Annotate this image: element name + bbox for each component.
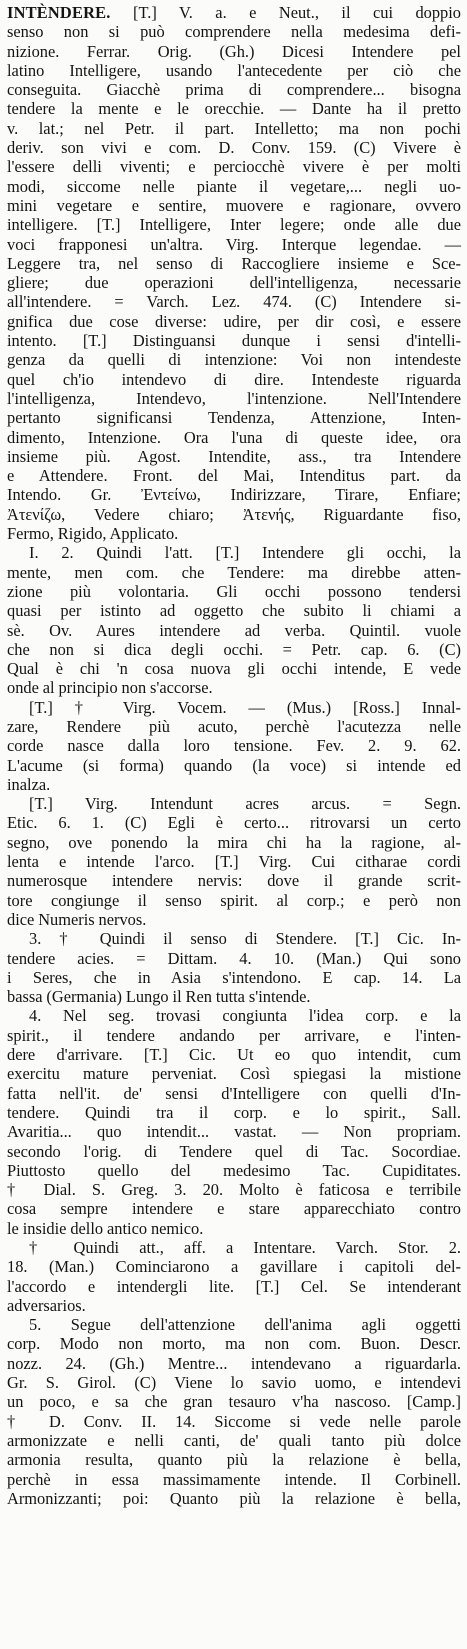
entry-line: † D. Conv. II. 14. Siccome si vede nelle parole <box>7 1411 461 1431</box>
entry-line: sè. Ov. Aures intendere ad verba. Quintil. vuole <box>7 620 461 640</box>
entry-line: quasi per istinto ad oggetto che subito li chiami a <box>7 601 461 621</box>
entry-column <box>7 3 461 1508</box>
entry-line: perchè in essa massimamente intende. Il Corbinell. <box>7 1469 461 1489</box>
entry-line: voci frapponesi un'altra. Virg. Interque legendae. — <box>7 234 461 254</box>
entry-line: Etic. 6. 1. (C) Egli è certo... ritrovarsi un certo <box>7 813 461 833</box>
entry-line: numerosque intendere nervis: dove il grande scrit- <box>7 871 461 891</box>
entry-line: dere d'arrivare. [T.] Cic. Ut eo quo intendit, cum <box>7 1045 461 1065</box>
entry-line: intelligere. [T.] Intelligere, Inter legere; onde alle due <box>7 215 461 235</box>
entry-line: intento. [T.] Distinguansi dunque i sensi d'intelli- <box>7 331 461 351</box>
entry-line: Fermo, Rigido, Applicato. <box>7 524 179 544</box>
entry-line: spirit., il tendere andando per arrivare, e l'inten- <box>7 1025 461 1045</box>
entry-line: onde al principio non s'accorse. <box>7 678 213 698</box>
entry-line: modi, siccome nelle piante il vegetare,... negli uo- <box>7 176 461 196</box>
entry-line: un poco, e sa che gran tesauro v'ha nascoso. [Camp.] <box>7 1392 461 1412</box>
entry-line: corp. Modo non morto, ma non com. Buon. Descr. <box>7 1334 461 1354</box>
entry-line: † Dial. S. Greg. 3. 20. Molto è faticosa e terribile <box>7 1180 461 1200</box>
headword: INTÈNDERE. <box>7 3 111 22</box>
entry-line: [T.] Virg. Intendunt acres arcus. = Segn. <box>29 794 461 814</box>
entry-line: nizione. Ferrar. Orig. (Gh.) Dicesi Intendere pel <box>7 41 461 61</box>
entry-line: Piuttosto quello del medesimo Tac. Cupiditates. <box>7 1160 461 1180</box>
entry-line: deriv. son vivi e com. D. Conv. 159. (C) Vivere è <box>7 138 461 158</box>
entry-line: le insidie dello antico nemico. <box>7 1218 204 1238</box>
entry-line: senso non si può comprendere nella medesima defi- <box>7 22 461 42</box>
entry-line: secondo l'orig. di Tendere quel di Tac. Socordiae. <box>7 1141 461 1161</box>
entry-line: 4. Nel seg. trovasi congiunta l'idea corp. e la <box>29 1006 461 1026</box>
entry-line: zare, Rendere più acuto, perchè l'acutezza nelle <box>7 716 461 736</box>
entry-line: L'acume (si forma) quando (la voce) si intende ed <box>7 755 461 775</box>
entry-line: zione più volontaria. Gli occhi possono tendersi <box>7 581 461 601</box>
entry-line: I. 2. Quindi l'att. [T.] Intendere gli occhi, la <box>29 543 461 563</box>
entry-line: e Attendere. Front. del Mai, Intenditus part. da <box>7 466 461 486</box>
entry-line: armonia resulta, quanto più la relazione è bella, <box>7 1450 461 1470</box>
entry-line: tendere la mente e le orecchie. — Dante ha il pretto <box>7 99 461 119</box>
entry-line: Qual è chi 'n cosa nuova gli occhi intende, E vede <box>7 659 461 679</box>
entry-line: che non si dica degli occhi. = Petr. cap. 6. (C) <box>7 639 461 659</box>
entry-line: Ἀτενίζω, Vedere chiaro; Ἀτενής, Riguardante fiso, <box>7 504 461 524</box>
entry-line: [T.] † Virg. Vocem. — (Mus.) [Ross.] Innal- <box>29 697 461 717</box>
entry-line: insieme più. Agost. Intendite, ass., tra Intendere <box>7 446 461 466</box>
entry-line-text: [T.] V. a. e Neut., il cui doppio <box>133 3 461 22</box>
entry-line: † Quindi att., aff. a Intentare. Varch. Stor. 2. <box>29 1238 461 1257</box>
entry-line: 18. (Man.) Cominciarono a gavillare i capitoli del- <box>7 1257 461 1277</box>
entry-line: genza da quelli di intenzione: Voi non intendeste <box>7 350 461 370</box>
entry-line: Armonizzanti; poi: Quanto più la relazione è bella, <box>7 1488 461 1508</box>
entry-line: quel ch'io intendevo di dire. Intendeste riguarda <box>7 369 461 389</box>
entry-line: Intendo. Gr. Ἐντείνω, Indirizzare, Tirare, Enfiare; <box>7 485 461 505</box>
entry-line: fatta nell'it. de' sensi d'Intelligere con quelli d'In- <box>7 1083 461 1103</box>
entry-line: corde nasce dalla loro tensione. Fev. 2. 9. 62. <box>7 736 461 756</box>
entry-line: dimento, Intenzione. Ora l'una di queste idee, ora <box>7 427 461 447</box>
entry-line: gnifica due cose diverse: udire, per dir così, e essere <box>7 311 461 331</box>
entry-line: segno, ove ponendo la mira chi ha la ragione, al- <box>7 832 461 852</box>
entry-line: all'intendere. = Varch. Lez. 474. (C) Intendere si- <box>7 292 461 312</box>
entry-line: i Seres, che in Asia s'intendono. E cap. 14. La <box>7 967 461 987</box>
entry-line: armonizzate e nelli canti, de' quali tanto più dolce <box>7 1430 461 1450</box>
entry-line: pertanto significansi Tendenza, Attenzione, Inten- <box>7 408 461 428</box>
entry-line: nozz. 24. (Gh.) Mentre... intendevano a riguardarla. <box>7 1353 461 1373</box>
entry-line: latino Intelligere, usando l'antecedente per ciò che <box>7 60 461 80</box>
entry-line: 3. † Quindi il senso di Stendere. [T.] Cic. In- <box>29 929 461 949</box>
entry-line: lenta e intende l'arco. [T.] Virg. Cui citharae cordi <box>7 852 461 872</box>
entry-line: mente, men com. che Tendere: ma direbbe atten- <box>7 562 461 582</box>
entry-line: tore congiunge il senso spirit. al corp.; e però non <box>7 890 461 910</box>
entry-line: l'accordo e intendergli lite. [T.] Cel. Se intenderant <box>7 1276 461 1296</box>
entry-line: Gr. S. Girol. (C) Viene lo savio uomo, e intendevi <box>7 1373 461 1393</box>
entry-line: Leggere tra, nel senso di Raccogliere insieme e Sce- <box>7 253 461 273</box>
entry-line: l'essere delli viventi; e perciocchè vivere è per molti <box>7 157 461 177</box>
entry-line: gliere; due operazioni dell'intelligenza, necessarie <box>7 273 461 293</box>
entry-line <box>7 3 461 22</box>
entry-line: l'intelligenza, Intendevo, l'intenzione. Nell'Intendere <box>7 388 461 408</box>
entry-line: tendere acies. = Dittam. 4. 10. (Man.) Qui sono <box>7 948 461 968</box>
entry-line: conseguita. Giacchè prima di comprendere... bisogna <box>7 80 461 100</box>
entry-line: inalza. <box>7 774 51 794</box>
entry-line: cosa sempre intendere e stare apparecchiato contro <box>7 1199 461 1219</box>
entry-line: exercitu mature perveniat. Così spiegasi la mistione <box>7 1064 461 1084</box>
entry-line: adversarios. <box>7 1295 86 1315</box>
entry-line: mini vegetare e sentire, muovere e ragionare, ovvero <box>7 195 461 215</box>
entry-line: bassa (Germania) Lungo il Ren tutta s'intende. <box>7 987 311 1007</box>
entry-line: Avaritia... quo intendit... vastat. — Non propriam. <box>7 1122 461 1142</box>
entry-line: tendere. Quindi tra il corp. e lo spirit., Sall. <box>7 1102 461 1122</box>
entry-line: v. lat.; nel Petr. il part. Intelletto; ma non pochi <box>7 118 461 138</box>
entry-line: 5. Segue dell'attenzione dell'anima agli oggetti <box>29 1315 461 1335</box>
entry-line: dice Numeris nervos. <box>7 909 147 929</box>
